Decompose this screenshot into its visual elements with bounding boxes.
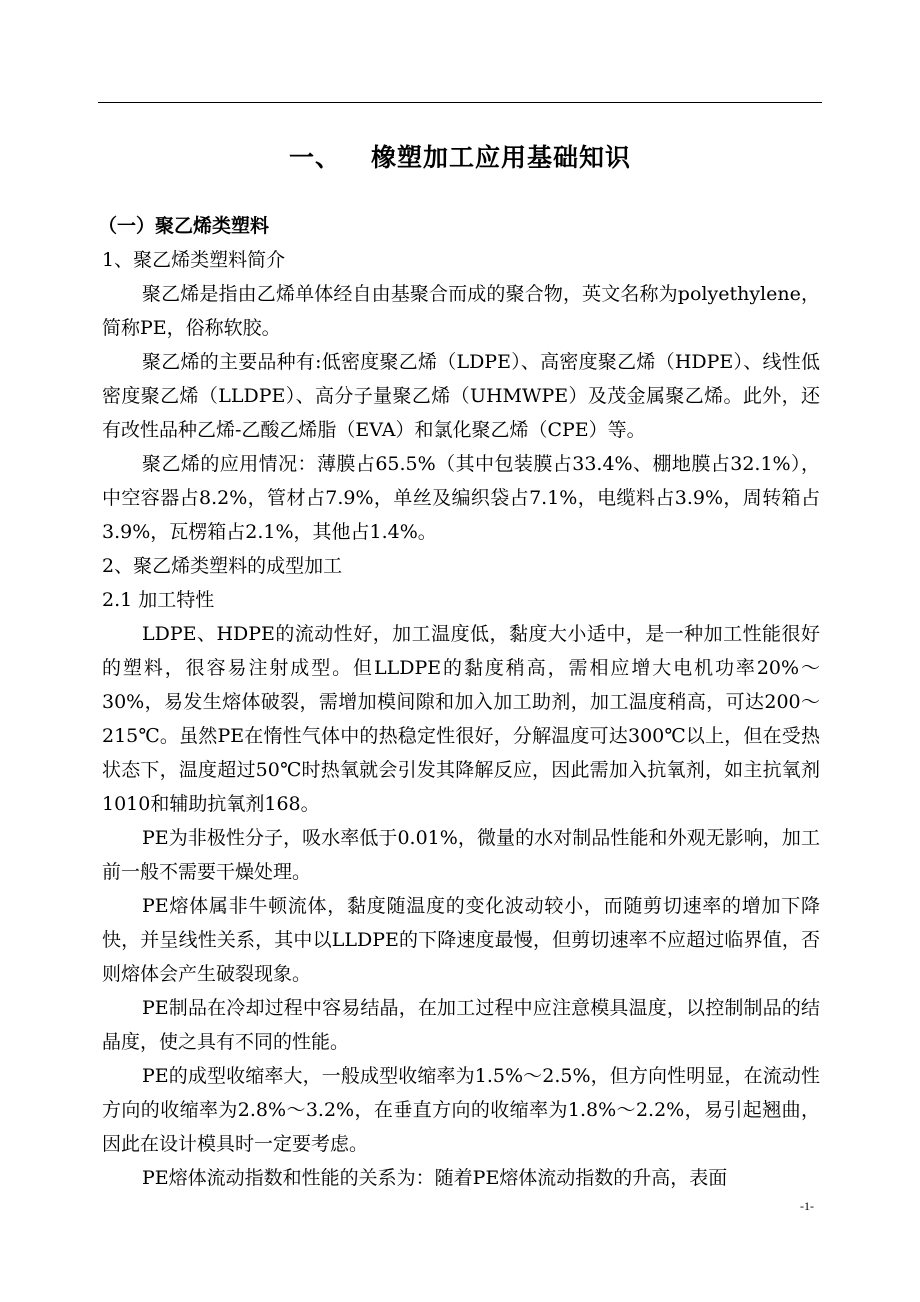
paragraph-water-absorption: PE为非极性分子，吸水率低于0.01%，微量的水对制品性能和外观无影响，加工前一般不需要干燥处理。 (102, 827, 820, 883)
paragraph-processing-flow: LDPE、HDPE的流动性好，加工温度低，黏度大小适中，是一种加工性能很好的塑料，很容易注射成型。但LLDPE的黏度稍高，需相应增大电机功率20%～30%，易发生熔体破裂，需增加模间隙和加入加工助剂，加工温度稍高，可达200～215℃。虽然PE在惰性气体中的热稳定性很好，分解温度可达300℃以上，但在受热状态下，温度超过50℃时热氧就会引发其降解反应，因此需加入抗氧剂，如主抗氧剂1010和辅助抗氧剂168。 (102, 623, 820, 815)
document-body (98, 209, 820, 1195)
subsection-heading-1: 1、聚乙烯类塑料简介 (102, 249, 286, 271)
paragraph-melt-rheology: PE熔体属非牛顿流体，黏度随温度的变化波动较小，而随剪切速率的增加下降快，并呈线性关系，其中以LLDPE的下降速度最慢，但剪切速率不应超过临界值，否则熔体会产生破裂现象。 (102, 895, 820, 985)
chapter-number: 一、 (288, 143, 341, 172)
subsection-heading-2: 2、聚乙烯类塑料的成型加工 (102, 555, 343, 577)
paragraph-shrinkage: PE的成型收缩率大，一般成型收缩率为1.5%～2.5%，但方向性明显，在流动性方向的收缩率为2.8%～3.2%，在垂直方向的收缩率为1.8%～2.2%，易引起翘曲，因此在设计模具时一定要考虑。 (102, 1065, 820, 1155)
chapter-title (0, 138, 920, 178)
paragraph-melt-index: PE熔体流动指数和性能的关系为：随着PE熔体流动指数的升高，表面 (142, 1167, 728, 1189)
page-number: -1- (800, 1199, 814, 1213)
paragraph-pe-applications: 聚乙烯的应用情况：薄膜占65.5%（其中包装膜占33.4%、棚地膜占32.1%），中空容器占8.2%，管材占7.9%，单丝及编织袋占7.1%，电缆料占3.9%，周转箱占3.9%，瓦楞箱占2.1%，其他占1.4%。 (102, 453, 820, 543)
chapter-title-text: 橡塑加工应用基础知识 (371, 143, 632, 172)
header-rule (98, 102, 822, 103)
subsection-heading-2-1: 2.1 加工特性 (102, 589, 215, 611)
paragraph-pe-definition: 聚乙烯是指由乙烯单体经自由基聚合而成的聚合物，英文名称为polyethylene，简称PE，俗称软胶。 (102, 283, 820, 339)
paragraph-crystallization: PE制品在冷却过程中容易结晶，在加工过程中应注意模具温度，以控制制品的结晶度，使之具有不同的性能。 (102, 997, 820, 1053)
paragraph-pe-varieties: 聚乙烯的主要品种有:低密度聚乙烯（LDPE）、高密度聚乙烯（HDPE）、线性低密度聚乙烯（LLDPE）、高分子量聚乙烯（UHMWPE）及茂金属聚乙烯。此外，还有改性品种乙烯-乙酸乙烯脂（EVA）和氯化聚乙烯（CPE）等。 (102, 351, 820, 441)
section-heading: （一）聚乙烯类塑料 (98, 215, 270, 237)
